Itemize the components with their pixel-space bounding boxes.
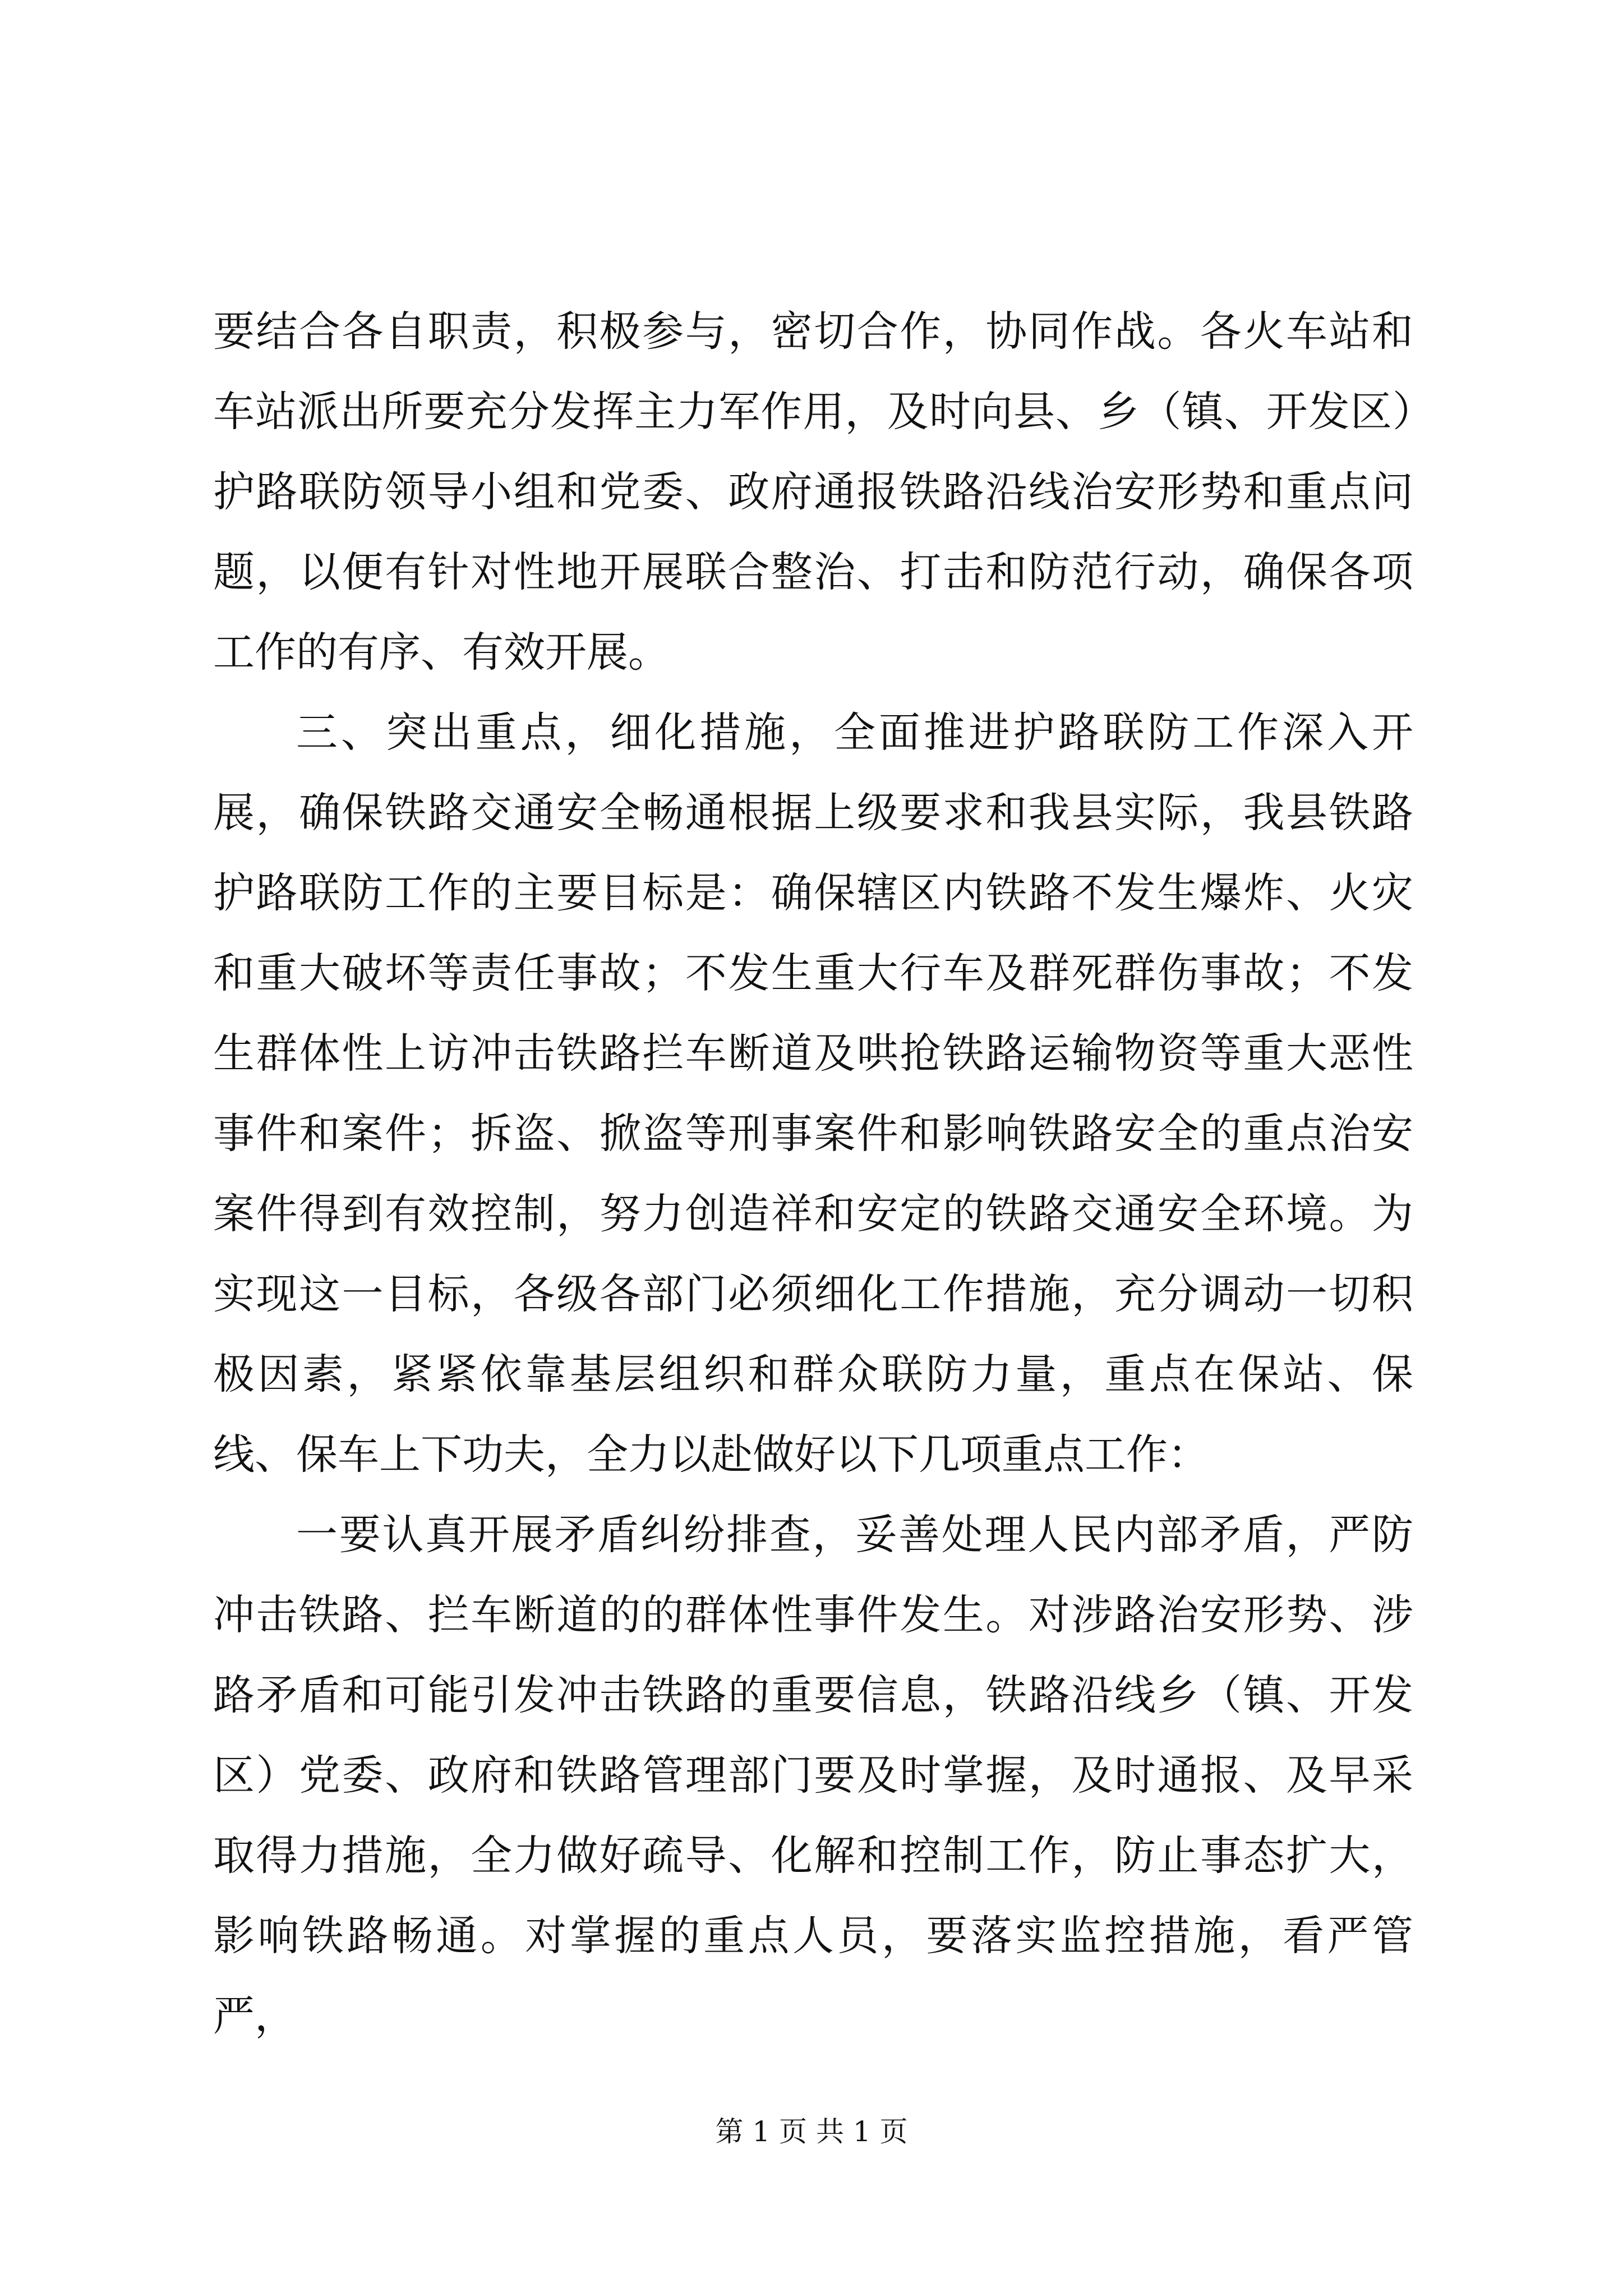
paragraph-2: 三、突出重点，细化措施，全面推进护路联防工作深入开展，确保铁路交通安全畅通根据上级要求和我县实际，我县铁路护路联防工作的主要目标是：确保辖区内铁路不发生爆炸、火灾和重大破坏等责任事故；不发生重大行车及群死群伤事故；不发生群体性上访冲击铁路拦车断道及哄抢铁路运输物资等重大恶性事件和案件；拆盗、掀盗等刑事案件和影响铁路安全的重点治安案件得到有效控制，努力创造祥和安定的铁路交通安全环境。为实现这一目标，各级各部门必须细化工作措施，充分调动一切积极因素，紧紧依靠基层组织和群众联防力量，重点在保站、保线、保车上下功夫，全力以赴做好以下几项重点工作： — [213, 708, 1413, 1479]
paragraph-3: 一要认真开展矛盾纠纷排查，妥善处理人民内部矛盾，严防冲击铁路、拦车断道的的群体性事件发生。对涉路治安形势、涉路矛盾和可能引发冲击铁路的重要信息，铁路沿线乡（镇、开发区）党委、政府和铁路管理部门要及时掌握，及时通报、及早采取得力措施，全力做好疏导、化解和控制工作，防止事态扩大，影响铁路畅通。对掌握的重点人员，要落实监控措施，看严管严， — [213, 1511, 1413, 2040]
page-footer: 第 1 页 共 1 页 — [715, 2115, 908, 2148]
paragraph-1: 要结合各自职责，积极参与，密切合作，协同作战。各火车站和车站派出所要充分发挥主力军作用，及时向县、乡（镇、开发区）护路联防领导小组和党委、政府通报铁路沿线治安形势和重点问题，以便有针对性地开展联合整治、打击和防范行动，确保各项工作的有序、有效开展。 — [213, 307, 1413, 677]
document-body — [213, 292, 1413, 2056]
